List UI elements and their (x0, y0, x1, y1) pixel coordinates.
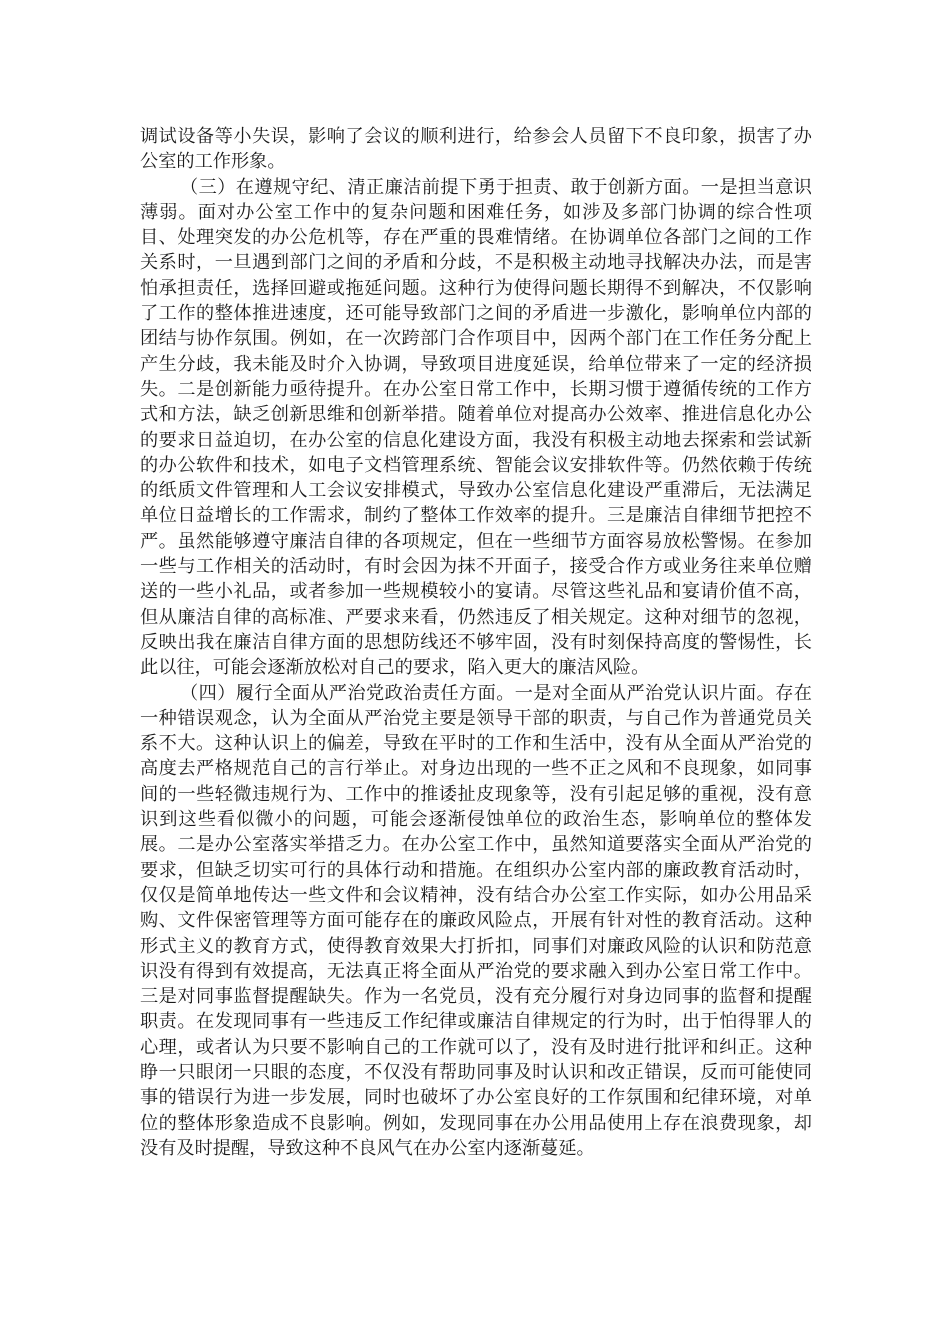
paragraph-continuation: 调试设备等小失误，影响了会议的顺利进行，给参会人员留下不良印象，损害了办公室的工作形象。 (140, 126, 812, 173)
paragraph-section-three: （三）在遵规守纪、清正廉洁前提下勇于担责、敢于创新方面。一是担当意识薄弱。面对办公室工作中的复杂问题和困难任务，如涉及多部门协调的综合性项目、处理突发的办公危机等，存在严重的畏难情绪。在协调单位各部门之间的工作关系时，一旦遇到部门之间的矛盾和分歧，不是积极主动地寻找解决办法，而是害怕承担责任，选择回避或拖延问题。这种行为使得问题长期得不到解决，不仅影响了工作的整体推进速度，还可能导致部门之间的矛盾进一步激化，影响单位内部的团结与协作氛围。例如，在一次跨部门合作项目中，因两个部门在工作任务分配上产生分歧，我未能及时介入协调，导致项目进度延误，给单位带来了一定的经济损失。二是创新能力亟待提升。在办公室日常工作中，长期习惯于遵循传统的工作方式和方法，缺乏创新思维和创新举措。随着单位对提高办公效率、推进信息化办公的要求日益迫切，在办公室的信息化建设方面，我没有积极主动地去探索和尝试新的办公软件和技术，如电子文档管理系统、智能会议安排软件等。仍然依赖于传统的纸质文件管理和人工会议安排模式，导致办公室信息化建设严重滞后，无法满足单位日益增长的工作需求，制约了整体工作效率的提升。三是廉洁自律细节把控不严。虽然能够遵守廉洁自律的各项规定，但在一些细节方面容易放松警惕。在参加一些与工作相关的活动时，有时会因为抹不开面子，接受合作方或业务往来单位赠送的一些小礼品，或者参加一些规模较小的宴请。尽管这些礼品和宴请价值不高，但从廉洁自律的高标准、严要求来看，仍然违反了相关规定。这种对细节的忽视，反映出我在廉洁自律方面的思想防线还不够牢固，没有时刻保持高度的警惕性，长此以往，可能会逐渐放松对自己的要求，陷入更大的廉洁风险。 (140, 176, 812, 679)
document-body (140, 124, 812, 1161)
paragraph-section-four: （四）履行全面从严治党政治责任方面。一是对全面从严治党认识片面。存在一种错误观念，认为全面从严治党主要是领导干部的职责，与自己作为普通党员关系不大。这种认识上的偏差，导致在平时的工作和生活中，没有从全面从严治党的高度去严格规范自己的言行举止。对身边出现的一些不正之风和不良现象，如同事间的一些轻微违规行为、工作中的推诿扯皮现象等，没有引起足够的重视，没有意识到这些看似微小的问题，可能会逐渐侵蚀单位的政治生态，影响单位的整体发展。二是办公室落实举措乏力。在办公室工作中，虽然知道要落实全面从严治党的要求，但缺乏切实可行的具体行动和措施。在组织办公室内部的廉政教育活动时，仅仅是简单地传达一些文件和会议精神，没有结合办公室工作实际，如办公用品采购、文件保密管理等方面可能存在的廉政风险点，开展有针对性的教育活动。这种形式主义的教育方式，使得教育效果大打折扣，同事们对廉政风险的认识和防范意识没有得到有效提高，无法真正将全面从严治党的要求融入到办公室日常工作中。三是对同事监督提醒缺失。作为一名党员，没有充分履行对身边同事的监督和提醒职责。在发现同事有一些违反工作纪律或廉洁自律规定的行为时，出于怕得罪人的心理，或者认为只要不影响自己的工作就可以了，没有及时进行批评和纠正。这种睁一只眼闭一只眼的态度，不仅没有帮助同事及时认识和改正错误，反而可能使同事的错误行为进一步发展，同时也破坏了办公室良好的工作氛围和纪律环境，对单位的整体形象造成不良影响。例如，发现同事在办公用品使用上存在浪费现象，却没有及时提醒，导致这种不良风气在办公室内逐渐蔓延。 (140, 682, 812, 1159)
